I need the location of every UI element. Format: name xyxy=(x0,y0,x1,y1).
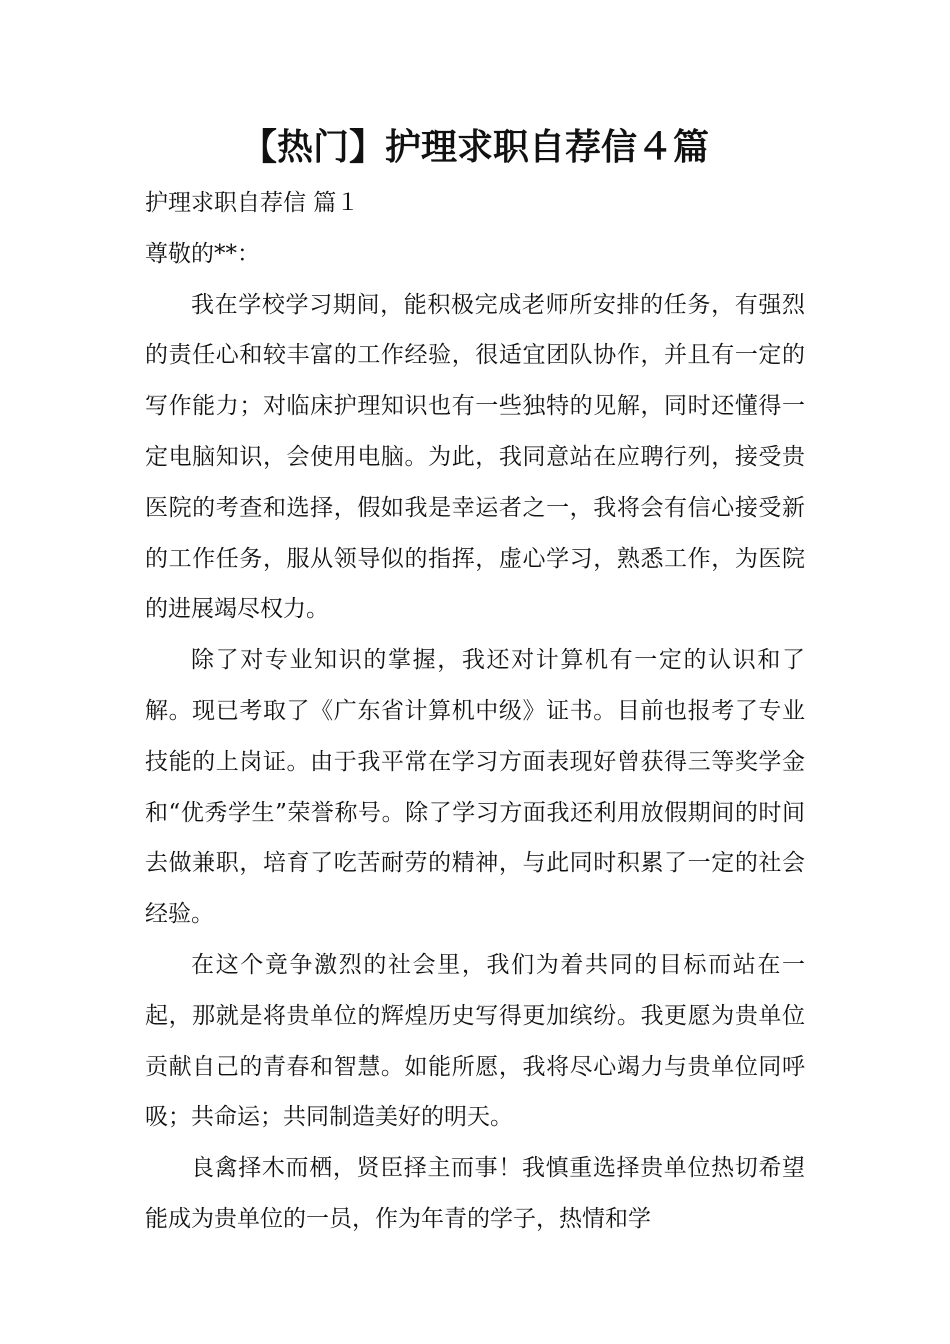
paragraph-2: 除了对专业知识的掌握，我还对计算机有一定的认识和了解。现已考取了《广东省计算机中级》证书。目前也报考了专业技能的上岗证。由于我平常在学习方面表现好曾获得三等奖学金和“优秀学生”荣誉称号。除了学习方面我还利用放假期间的时间去做兼职，培育了吃苦耐劳的精神，与此同时积累了一定的社会经验。 xyxy=(145,647,805,928)
letter-salutation: 尊敬的**： xyxy=(145,240,260,267)
paragraph-4: 良禽择木而栖，贤臣择主而事！我慎重选择贵单位热切希望能成为贵单位的一员，作为年青的学子，热情和学 xyxy=(145,1155,805,1232)
paragraph-3: 在这个竟争激烈的社会里，我们为着共同的目标而站在一起，那就是将贵单位的辉煌历史写得更加缤纷。我更愿为贵单位贡献自己的青春和智慧。如能所愿，我将尽心竭力与贵单位同呼吸；共命运；共同制造美好的明天。 xyxy=(145,951,805,1131)
document-body xyxy=(145,178,805,1245)
letter-subtitle: 护理求职自荐信 篇１ xyxy=(145,190,360,216)
document-title: 【热门】护理求职自荐信４篇 xyxy=(240,127,709,168)
paragraph-1: 我在学校学习期间，能积极完成老师所安排的任务，有强烈的责任心和较丰富的工作经验，很适宜团队协作，并且有一定的写作能力；对临床护理知识也有一些独特的见解，同时还懂得一定电脑知识，会使用电脑。为此，我同意站在应聘行列，接受贵医院的考查和选择，假如我是幸运者之一，我将会有信心接受新的工作任务，服从领导似的指挥，虚心学习，熟悉工作，为医院的进展竭尽权力。 xyxy=(145,291,805,623)
